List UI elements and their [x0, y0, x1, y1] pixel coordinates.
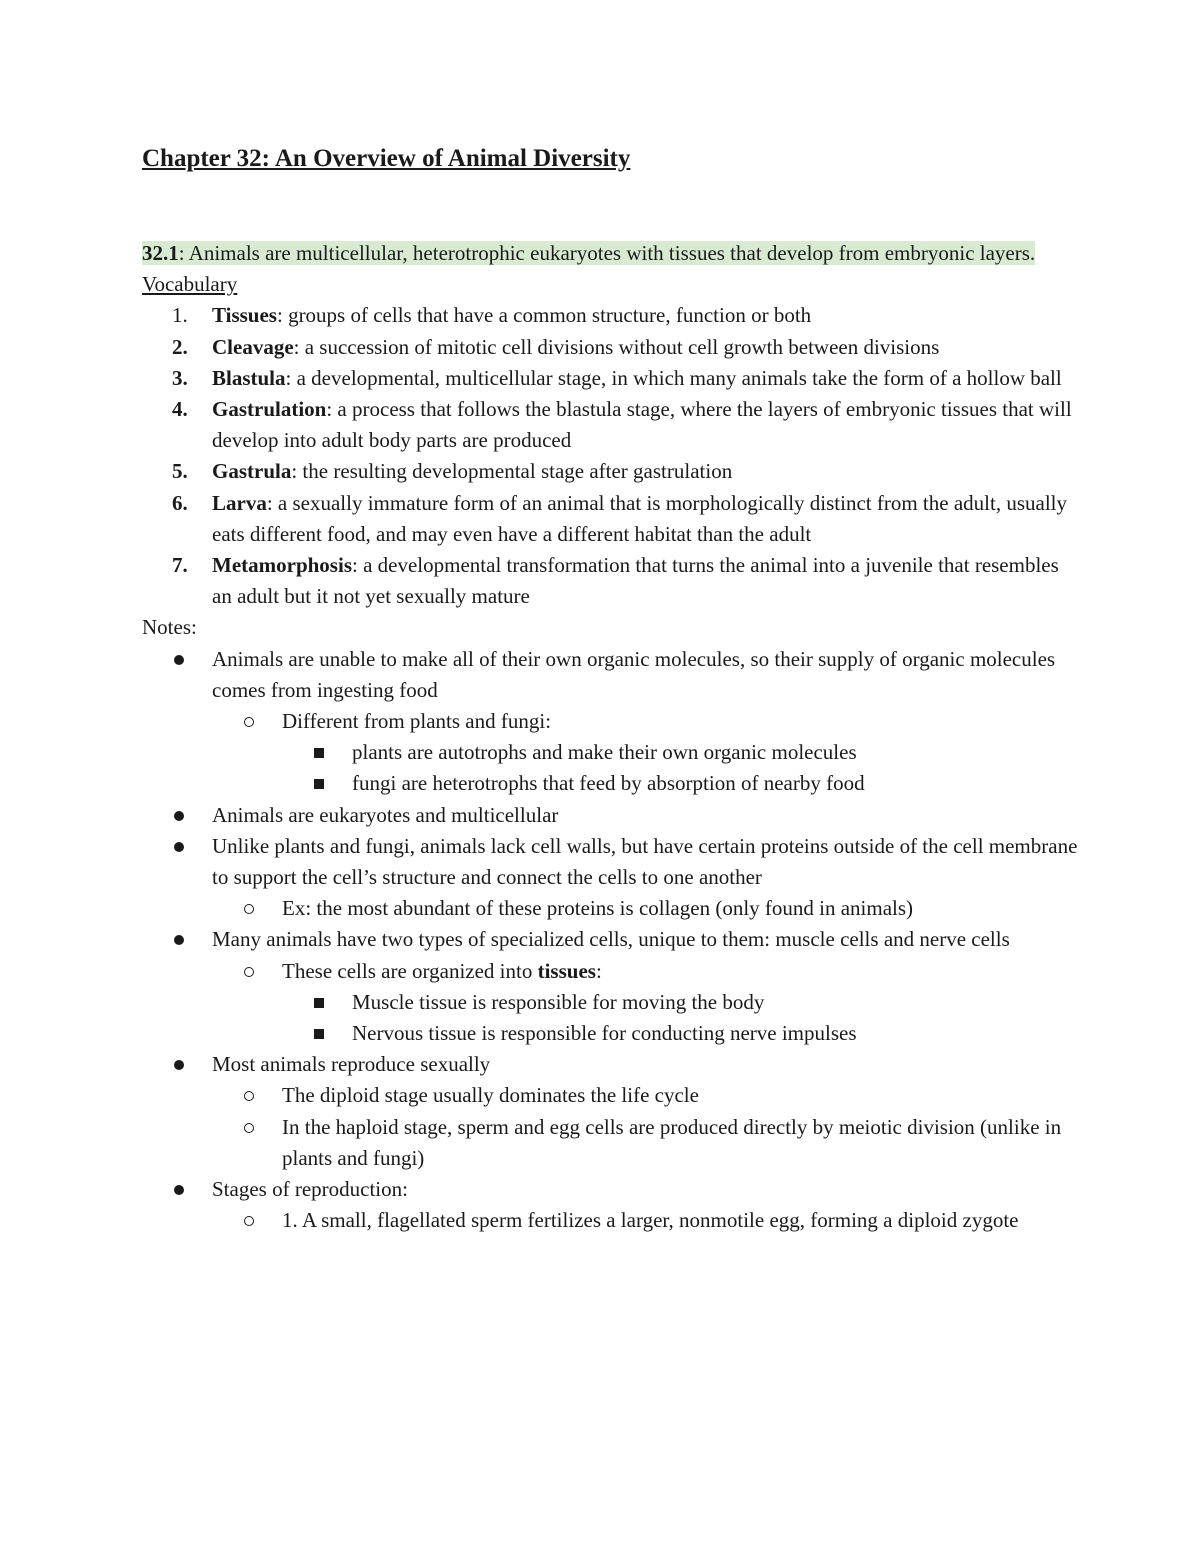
- vocab-number: 1.: [172, 303, 188, 328]
- vocab-number: 2.: [172, 334, 188, 359]
- note-text: Most animals reproduce sexually: [212, 1052, 491, 1077]
- bullet-disc-icon: [174, 811, 184, 821]
- note-item-level-1: [142, 924, 1082, 955]
- note-text: Many animals have two types of specialized cells, unique to them: muscle cells and nerve cells: [212, 927, 1010, 952]
- note-text: Unlike plants and fungi, animals lack cell walls, but have certain proteins outside of the cell membrane to support the cell’s structure and connect the cells to one another: [212, 833, 1078, 890]
- bullet-circle-icon: [244, 1123, 254, 1133]
- vocab-term: Larva: [212, 490, 267, 515]
- note-text: Stages of reproduction:: [212, 1177, 408, 1202]
- note-text-suffix: :: [595, 958, 602, 983]
- note-item-level-2: [142, 956, 1082, 987]
- note-item-level-2: [142, 706, 1082, 737]
- bullet-square-icon: [314, 748, 324, 758]
- note-item-level-2: [142, 893, 1082, 924]
- vocab-item: [142, 394, 1082, 456]
- bullet-circle-icon: [244, 904, 254, 914]
- vocab-definition: : a developmental, multicellular stage, in which many animals take the form of a hollow ball: [285, 365, 1062, 390]
- note-text: 1. A small, flagellated sperm fertilizes a larger, nonmotile egg, forming a diploid zygote: [282, 1208, 1019, 1233]
- note-item-level-3: [142, 987, 1082, 1018]
- vocab-number: 7.: [172, 553, 188, 578]
- vocabulary-label: Vocabulary: [142, 272, 238, 297]
- note-text: fungi are heterotrophs that feed by absorption of nearby food: [352, 771, 865, 796]
- bullet-circle-icon: [244, 1091, 254, 1101]
- bullet-disc-icon: [174, 935, 184, 945]
- vocab-term: Metamorphosis: [212, 553, 352, 578]
- note-text: In the haploid stage, sperm and egg cells are produced directly by meiotic division (unlike in plants and fungi): [282, 1114, 1062, 1170]
- bullet-disc-icon: [174, 655, 184, 665]
- note-text: Muscle tissue is responsible for moving the body: [352, 989, 765, 1014]
- note-bold-term: tissues: [537, 958, 596, 983]
- note-text: Animals are unable to make all of their own organic molecules, so their supply of organic molecules comes from ingesting food: [212, 646, 1056, 702]
- note-item-level-3: [142, 1018, 1082, 1049]
- vocab-item: [142, 550, 1082, 612]
- bullet-circle-icon: [244, 717, 254, 727]
- note-text: Ex: the most abundant of these proteins is collagen (only found in animals): [282, 896, 914, 921]
- vocab-definition: : groups of cells that have a common structure, function or both: [276, 303, 812, 328]
- bullet-circle-icon: [244, 967, 254, 977]
- vocab-term: Gastrula: [212, 459, 292, 484]
- note-item-level-2: [142, 1112, 1082, 1174]
- note-text: Animals are eukaryotes and multicellular: [212, 802, 559, 827]
- note-item-level-1: [142, 1049, 1082, 1080]
- vocab-definition: : the resulting developmental stage after gastrulation: [291, 459, 733, 484]
- page-title: Chapter 32: An Overview of Animal Diversity: [142, 145, 631, 172]
- bullet-disc-icon: [174, 1060, 184, 1070]
- note-item-level-3: [142, 737, 1082, 768]
- vocab-item: [142, 488, 1082, 550]
- vocab-term: Cleavage: [212, 334, 294, 359]
- note-text: Different from plants and fungi:: [282, 709, 552, 734]
- vocab-item: [142, 456, 1082, 487]
- note-text: Nervous tissue is responsible for conducting nerve impulses: [352, 1021, 857, 1046]
- vocab-definition: : a succession of mitotic cell divisions without cell growth between divisions: [293, 334, 940, 359]
- note-item-level-1: [142, 800, 1082, 831]
- vocab-number: 6.: [172, 490, 188, 515]
- vocab-item: [142, 300, 1082, 331]
- note-item-level-1: [142, 831, 1082, 893]
- note-item-level-1: [142, 1174, 1082, 1205]
- vocab-term: Tissues: [212, 303, 277, 328]
- note-text: These cells are organized into: [282, 958, 538, 983]
- bullet-square-icon: [314, 1029, 324, 1039]
- section-highlight: [142, 241, 1035, 265]
- vocab-item: [142, 363, 1082, 394]
- vocab-definition: : a developmental transformation that turns the animal into a juvenile that resembles an adult but it not yet sexually mature: [212, 553, 1059, 609]
- vocab-number: 5.: [172, 459, 188, 484]
- bullet-disc-icon: [174, 842, 184, 852]
- bullet-square-icon: [314, 998, 324, 1008]
- section-number: 32.1: [142, 241, 179, 265]
- document-body: [142, 238, 1082, 1237]
- note-item-level-3: [142, 768, 1082, 799]
- bullet-square-icon: [314, 779, 324, 789]
- vocab-term: Gastrulation: [212, 397, 327, 422]
- note-item-level-2: [142, 1205, 1082, 1236]
- notes-list: [142, 644, 1082, 1237]
- note-text: The diploid stage usually dominates the life cycle: [282, 1083, 699, 1108]
- bullet-disc-icon: [174, 1185, 184, 1195]
- note-item-level-2: [142, 1080, 1082, 1111]
- bullet-circle-icon: [244, 1216, 254, 1226]
- vocabulary-list: [142, 300, 1082, 612]
- note-text: plants are autotrophs and make their own organic molecules: [352, 740, 857, 765]
- vocab-item: [142, 332, 1082, 363]
- section-heading-text: : Animals are multicellular, heterotrophic eukaryotes with tissues that develop from embryonic layers.: [178, 241, 1036, 265]
- vocab-number: 4.: [172, 397, 188, 422]
- section-heading: [142, 238, 1082, 269]
- notes-label: Notes:: [142, 615, 197, 640]
- vocab-number: 3.: [172, 365, 188, 390]
- vocab-definition: : a sexually immature form of an animal that is morphologically distinct from the adult, usually eats different food, and may even have a different habitat than the adult: [212, 490, 1067, 546]
- vocab-term: Blastula: [212, 365, 286, 390]
- vocab-definition: : a process that follows the blastula stage, where the layers of embryonic tissues that will develop into adult body parts are produced: [212, 397, 1072, 453]
- note-item-level-1: [142, 644, 1082, 706]
